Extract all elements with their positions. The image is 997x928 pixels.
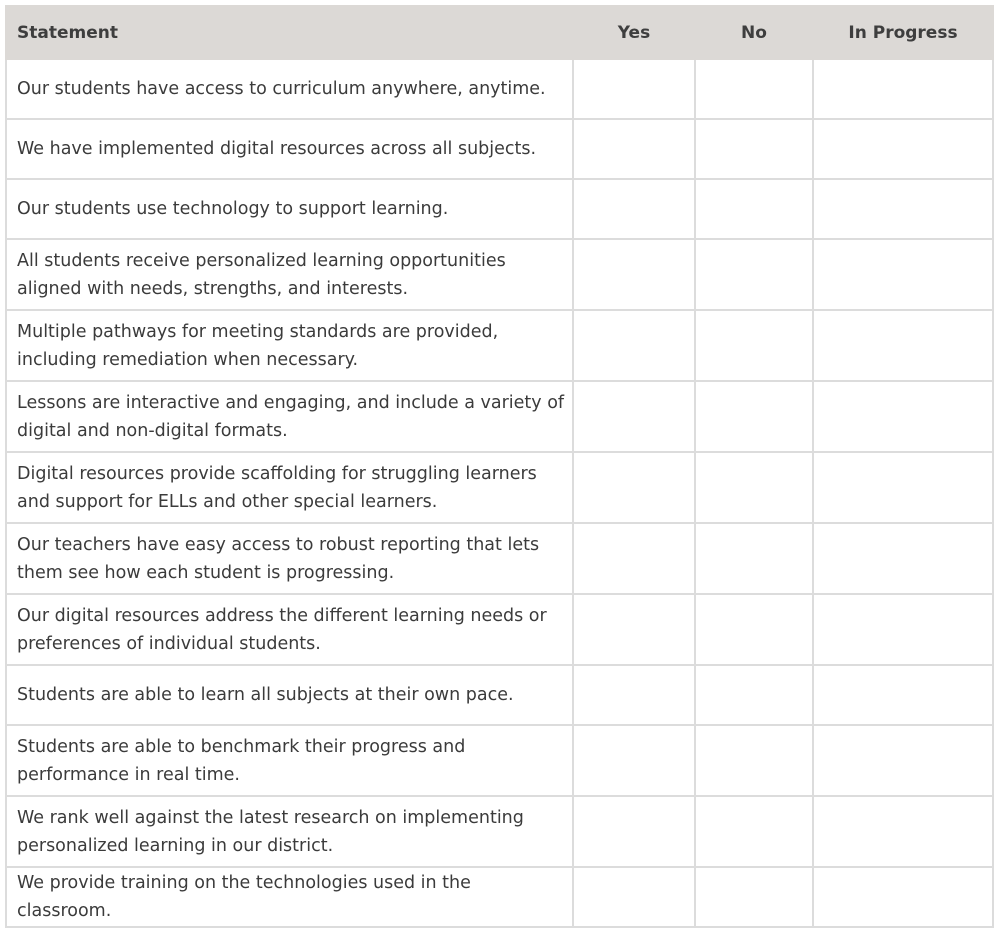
yes-cell[interactable] (573, 725, 695, 796)
no-cell[interactable] (695, 796, 813, 867)
no-cell[interactable] (695, 119, 813, 179)
no-cell[interactable] (695, 523, 813, 594)
no-cell[interactable] (695, 179, 813, 239)
header-no: No (695, 6, 813, 59)
no-cell[interactable] (695, 665, 813, 725)
statement-cell: Digital resources provide scaffolding for struggling learners and support for ELLs and other special learners. (6, 452, 573, 523)
yes-cell[interactable] (573, 665, 695, 725)
no-cell[interactable] (695, 867, 813, 927)
table-row (6, 796, 993, 867)
no-cell[interactable] (695, 725, 813, 796)
statement-cell: We have implemented digital resources across all subjects. (6, 119, 573, 179)
no-cell[interactable] (695, 381, 813, 452)
table-row (6, 119, 993, 179)
header-statement: Statement (6, 6, 573, 59)
statement-cell: We provide training on the technologies used in the classroom. (6, 867, 573, 927)
table-row (6, 725, 993, 796)
yes-cell[interactable] (573, 310, 695, 381)
in-progress-cell[interactable] (813, 665, 993, 725)
in-progress-cell[interactable] (813, 523, 993, 594)
no-cell[interactable] (695, 452, 813, 523)
statement-cell: Students are able to learn all subjects at their own pace. (6, 665, 573, 725)
statement-cell: Multiple pathways for meeting standards are provided, including remediation when necessary. (6, 310, 573, 381)
in-progress-cell[interactable] (813, 452, 993, 523)
yes-cell[interactable] (573, 594, 695, 665)
yes-cell[interactable] (573, 239, 695, 310)
statement-cell: Our students have access to curriculum anywhere, anytime. (6, 59, 573, 119)
table-row (6, 239, 993, 310)
no-cell[interactable] (695, 310, 813, 381)
table-row (6, 523, 993, 594)
yes-cell[interactable] (573, 59, 695, 119)
in-progress-cell[interactable] (813, 867, 993, 927)
table-row (6, 310, 993, 381)
table-header-row (6, 6, 993, 59)
checklist-table-container (5, 5, 992, 928)
in-progress-cell[interactable] (813, 594, 993, 665)
table-row (6, 665, 993, 725)
in-progress-cell[interactable] (813, 59, 993, 119)
yes-cell[interactable] (573, 452, 695, 523)
in-progress-cell[interactable] (813, 119, 993, 179)
table-row (6, 867, 993, 927)
statement-cell: Our students use technology to support learning. (6, 179, 573, 239)
no-cell[interactable] (695, 239, 813, 310)
yes-cell[interactable] (573, 796, 695, 867)
yes-cell[interactable] (573, 119, 695, 179)
in-progress-cell[interactable] (813, 179, 993, 239)
statement-cell: Our digital resources address the different learning needs or preferences of individual students. (6, 594, 573, 665)
yes-cell[interactable] (573, 381, 695, 452)
statement-cell: Students are able to benchmark their progress and performance in real time. (6, 725, 573, 796)
table-row (6, 59, 993, 119)
yes-cell[interactable] (573, 523, 695, 594)
in-progress-cell[interactable] (813, 381, 993, 452)
no-cell[interactable] (695, 594, 813, 665)
in-progress-cell[interactable] (813, 239, 993, 310)
yes-cell[interactable] (573, 867, 695, 927)
table-row (6, 452, 993, 523)
statement-cell: All students receive personalized learning opportunities aligned with needs, strengths, and interests. (6, 239, 573, 310)
header-in-progress: In Progress (813, 6, 993, 59)
table-row (6, 179, 993, 239)
in-progress-cell[interactable] (813, 725, 993, 796)
table-row (6, 594, 993, 665)
statement-cell: Lessons are interactive and engaging, and include a variety of digital and non-digital formats. (6, 381, 573, 452)
no-cell[interactable] (695, 59, 813, 119)
checklist-table (5, 5, 994, 928)
in-progress-cell[interactable] (813, 310, 993, 381)
statement-cell: We rank well against the latest research on implementing personalized learning in our district. (6, 796, 573, 867)
statement-cell: Our teachers have easy access to robust reporting that lets them see how each student is progressing. (6, 523, 573, 594)
yes-cell[interactable] (573, 179, 695, 239)
table-row (6, 381, 993, 452)
header-yes: Yes (573, 6, 695, 59)
in-progress-cell[interactable] (813, 796, 993, 867)
